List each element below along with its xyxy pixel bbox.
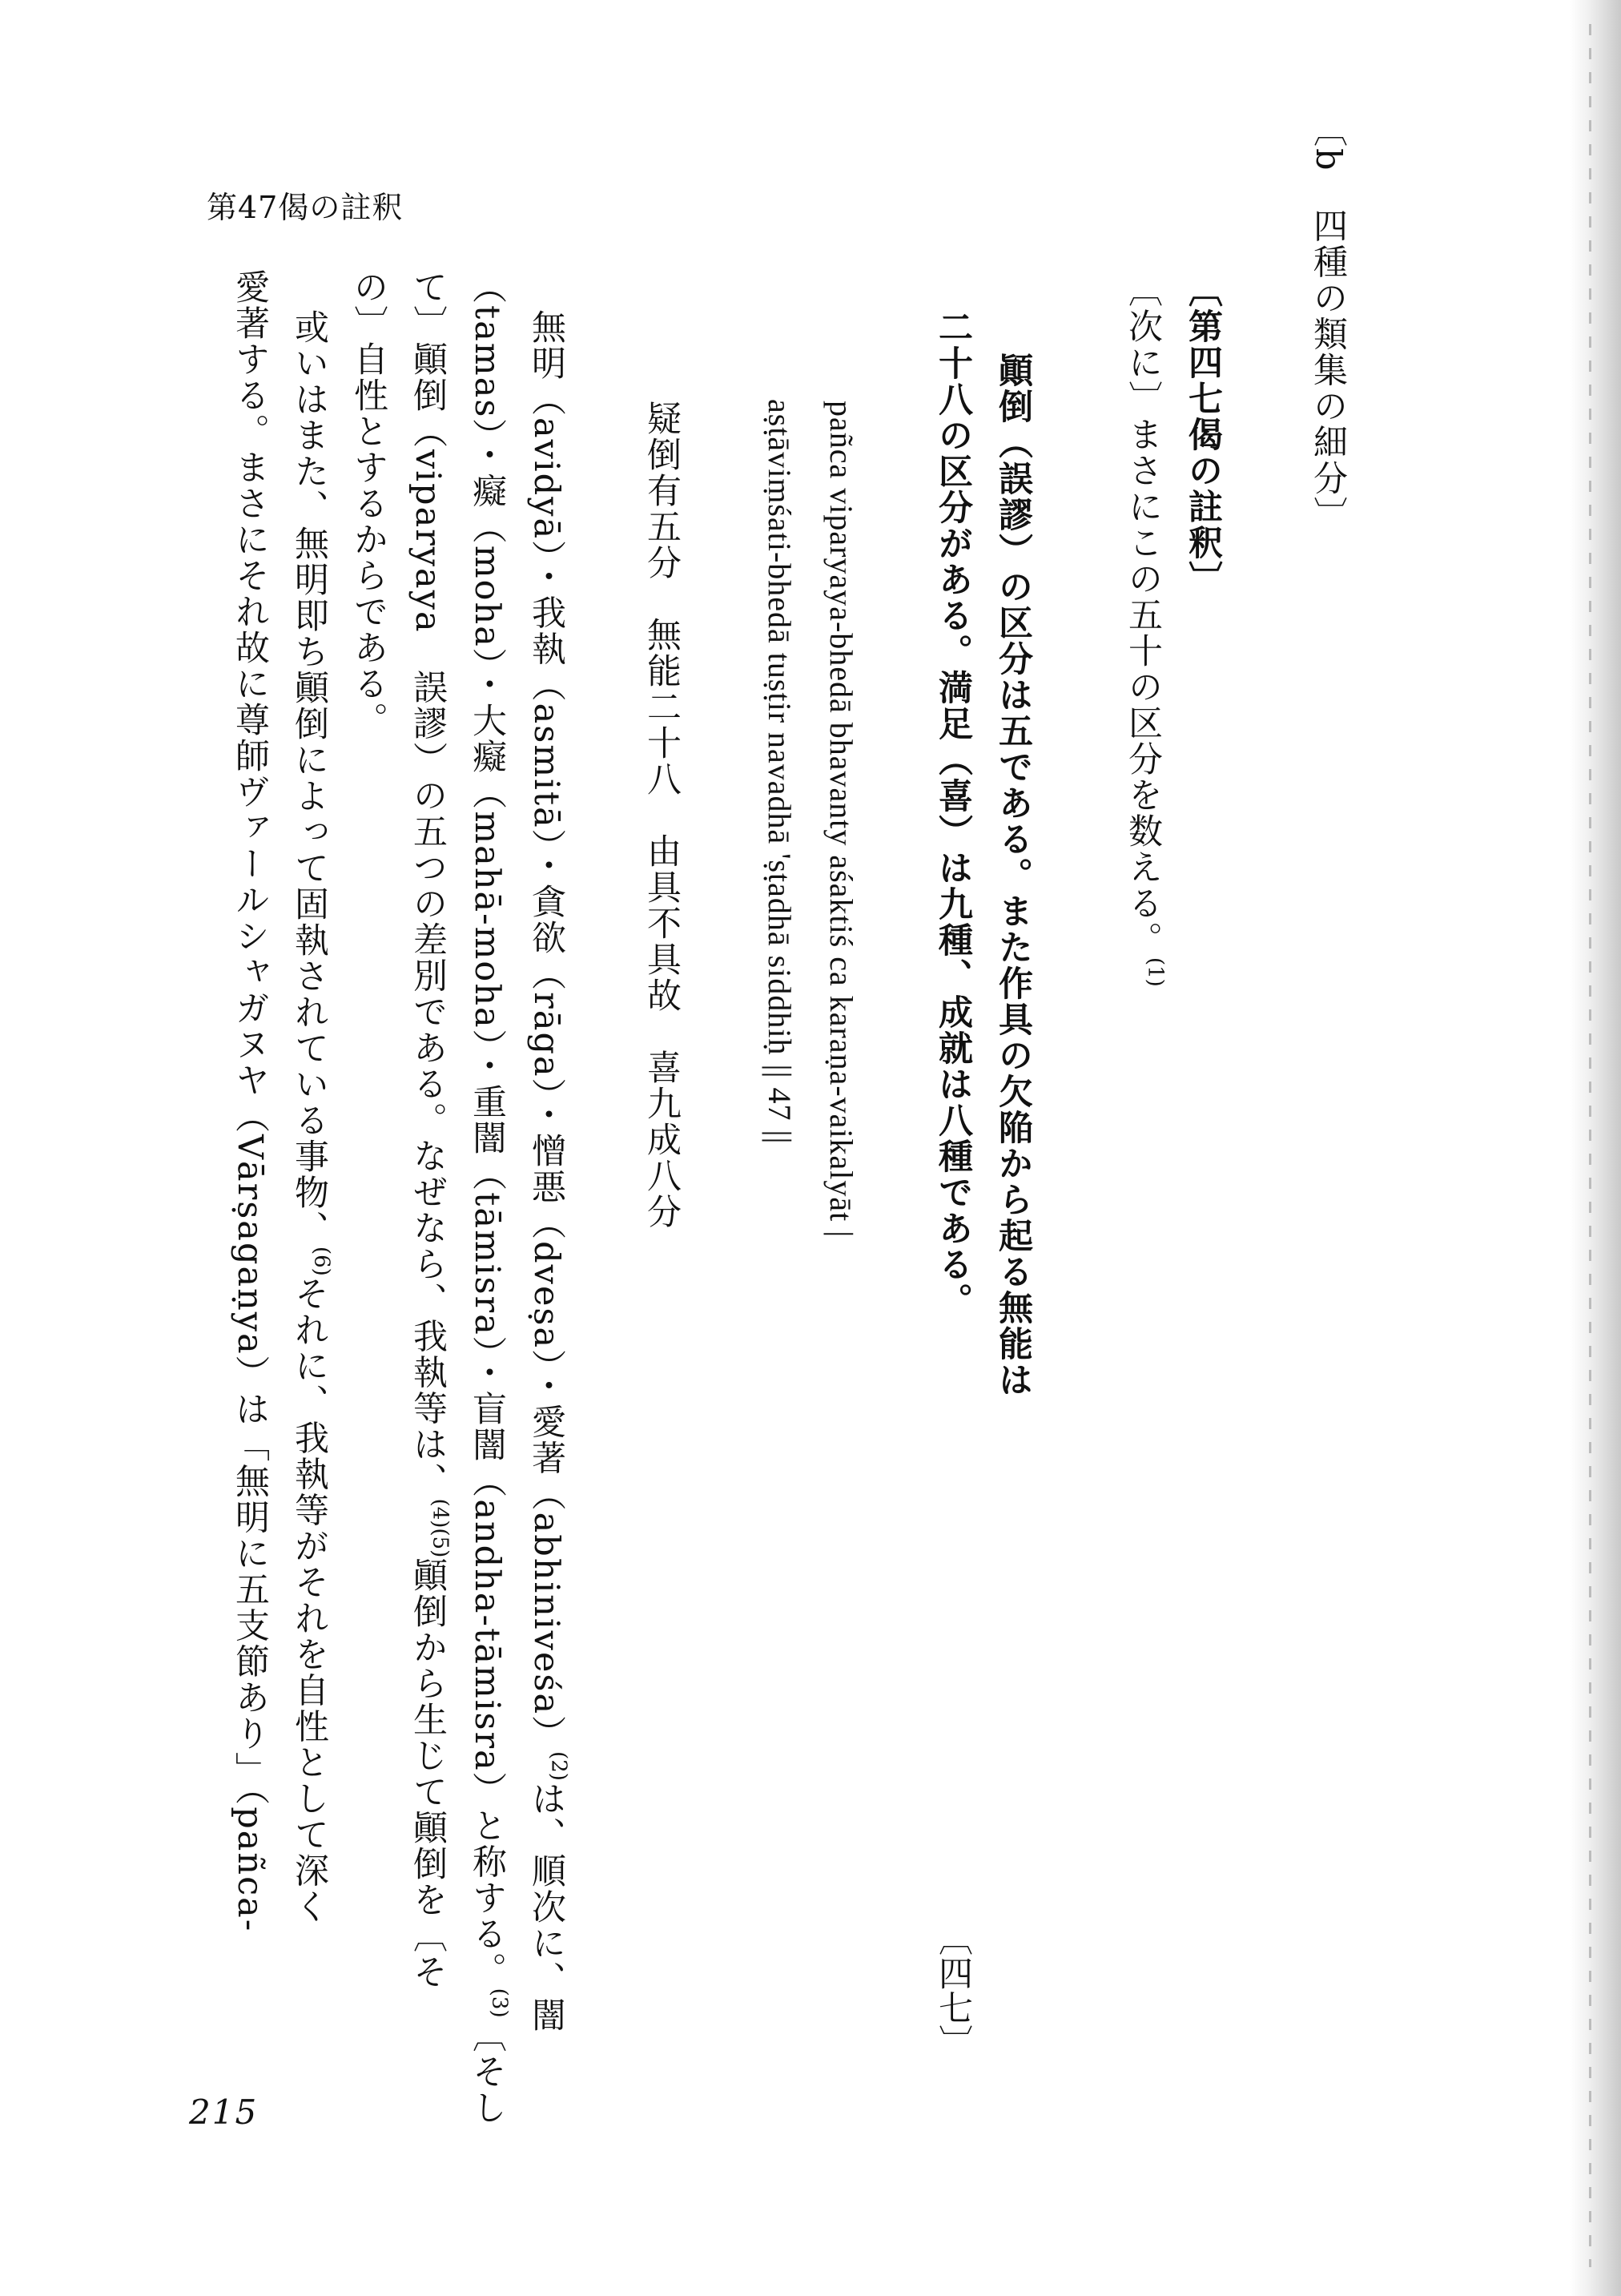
- paragraph-2-line-2: 愛著する。まさにそれ故に尊師ヴァールシャガヌヤ（Vārṣagaṇya）は「無明に五支節あり」（pañca-: [230, 269, 270, 1933]
- text-run: 或いはまた、無明即ち顚倒によって固執されている事物、: [289, 309, 329, 1247]
- footnote-ref-1: (1): [1143, 957, 1168, 987]
- text-run: て〕顚倒（viparyaya 誤謬）の五つの差別である。なぜなら、我執等は、: [408, 269, 448, 1499]
- footnote-ref-3: (3): [487, 1988, 512, 2018]
- text-run: 〔そし: [467, 2017, 507, 2126]
- intro-line: [1123, 272, 1168, 987]
- page-number: 215: [189, 2093, 259, 2132]
- verse-translation-line-1: 顚倒（誤謬）の区分は五である。また作具の欠陥から起る無能は: [993, 352, 1033, 1398]
- text-run: （tamas）・癡（moha）・大癡（mahā-moha）・重闇（tāmisra）・盲闇（andha-tāmisra）と称する。: [467, 269, 507, 1988]
- paragraph-2-line-1: [289, 309, 334, 1925]
- section-heading: 〔b 四種の類集の細分〕: [1308, 112, 1348, 533]
- sanskrit-line-1: pañca viparyaya-bhedā bhavanty aśaktiś ca karaṇa-vaikalyāt |: [823, 401, 859, 1239]
- scan-edge-shadow: [1570, 0, 1621, 2296]
- chinese-verse: 疑倒有五分 無能二十八 由具不具故 喜九成八分: [642, 401, 682, 1230]
- paragraph-1-line-2: [467, 269, 512, 2126]
- intro-text: 〔次に〕まさにこの五十の区分を数える。: [1123, 272, 1163, 957]
- text-run: 顚倒から生じて顚倒を〔そ: [408, 1557, 448, 1991]
- verse-number: 〔四七〕: [933, 1921, 973, 2059]
- footnote-ref-6: (6): [309, 1247, 334, 1276]
- paragraph-1-line-3: [408, 269, 453, 1991]
- paragraph-1-line-4: の〕自性とするからである。: [348, 269, 388, 738]
- running-head: 第47偈の註釈: [207, 190, 404, 225]
- text-run: は、順次に、闇: [526, 1780, 566, 2033]
- sanskrit-line-2: aṣṭāviṃśati-bhedā tuṣṭir navadhā 'ṣṭadhā siddhiḥ || 47 ||: [762, 399, 798, 1145]
- footnote-ref-4-5: (4)(5): [428, 1498, 453, 1558]
- scan-edge-line: [1589, 24, 1591, 2267]
- commentary-heading: 〔第四七偈の註釈〕: [1183, 272, 1223, 597]
- text-run: 無明（avidyā）・我執（asmitā）・貪欲（rāga）・憎悪（dveṣa）・愛著（abhiniveśa）: [526, 309, 566, 1752]
- paragraph-1-line-1: [526, 309, 571, 2033]
- text-run: それに、我執等がそれを自性として深く: [289, 1275, 329, 1925]
- verse-translation-line-2: 二十八の区分がある。満足（喜）は九種、成就は八種である。: [933, 309, 973, 1319]
- footnote-ref-2: (2): [546, 1751, 571, 1781]
